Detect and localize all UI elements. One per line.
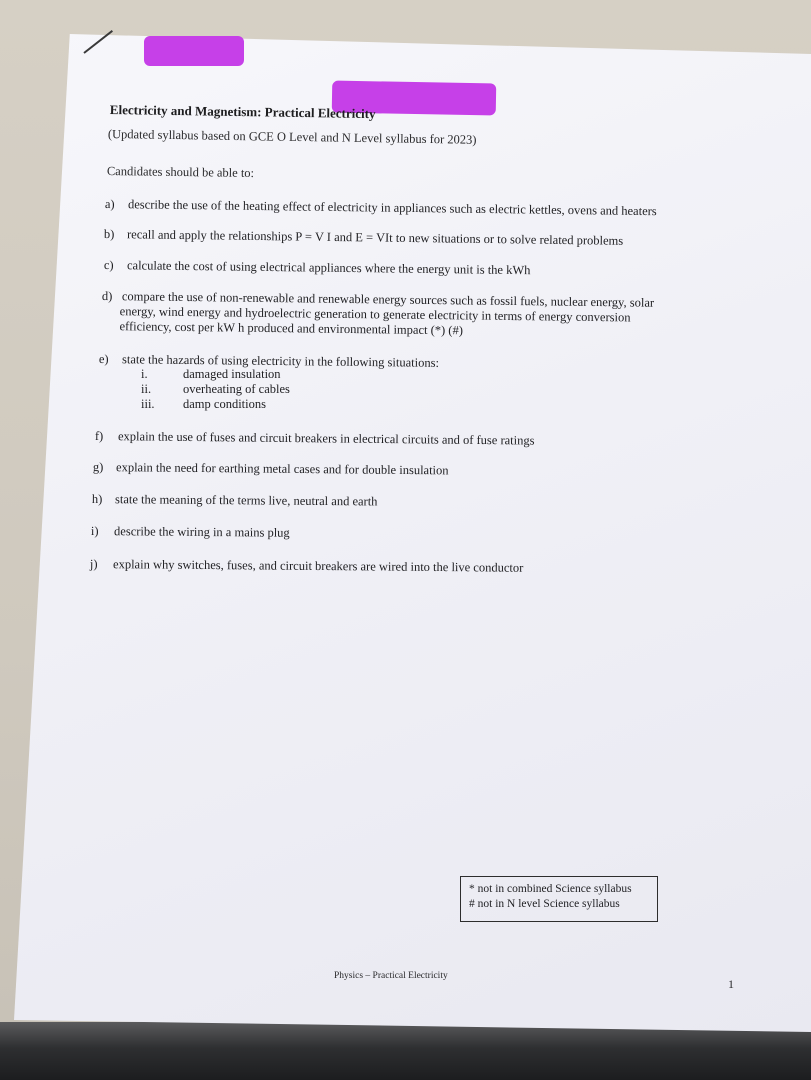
item-label: j) xyxy=(89,557,98,572)
item-label: e) xyxy=(98,352,109,367)
item-text: compare the use of non-renewable and renewable energy sources such as fossil fuels, nuclear energy, solar xyxy=(121,289,655,310)
list-item xyxy=(90,557,524,576)
item-text: state the meaning of the terms live, neutral and earth xyxy=(115,492,378,509)
sub-item-number: i. xyxy=(141,367,148,381)
list-item xyxy=(105,197,657,219)
sub-item xyxy=(141,382,290,397)
item-text: explain the use of fuses and circuit breakers in electrical circuits and of fuse ratings xyxy=(117,429,535,448)
sub-item-text: damp conditions xyxy=(183,397,266,411)
item-text-continued: energy, wind energy and hydroelectric generation to generate electricity in terms of energy conversion xyxy=(119,304,631,325)
item-label: a) xyxy=(104,197,115,212)
item-text: calculate the cost of using electrical appliances where the energy unit is the kWh xyxy=(126,258,531,278)
list-item xyxy=(92,492,378,509)
sub-item-number: iii. xyxy=(141,397,155,411)
sub-item-number: ii. xyxy=(141,382,152,396)
footnote-line: # not in N level Science syllabus xyxy=(469,898,620,910)
item-label: h) xyxy=(91,492,103,507)
item-label: c) xyxy=(103,258,114,273)
list-item xyxy=(93,460,449,478)
list-item xyxy=(101,289,702,341)
list-item xyxy=(104,258,531,278)
list-item xyxy=(91,524,290,541)
item-label: g) xyxy=(92,460,104,475)
page-footer: Physics – Practical Electricity xyxy=(334,971,448,981)
footnote-box xyxy=(460,876,658,922)
item-text: state the hazards of using electricity in the following situations: xyxy=(121,352,440,370)
list-item xyxy=(104,227,623,249)
sub-item-text: overheating of cables xyxy=(183,382,290,396)
footnote-line: * not in combined Science syllabus xyxy=(469,883,632,895)
item-text: explain why switches, fuses, and circuit breakers are wired into the live conductor xyxy=(113,557,524,575)
item-text-continued: efficiency, cost per kW h produced and environmental impact (*) (#) xyxy=(119,319,463,338)
item-label: b) xyxy=(103,227,115,242)
sub-item xyxy=(141,367,281,382)
item-text: recall and apply the relationships P = V I and E = VIt to new situations or to solve related problems xyxy=(126,227,624,248)
item-text: explain the need for earthing metal cases and for double insulation xyxy=(115,460,449,478)
sub-item xyxy=(141,397,266,412)
item-text: describe the wiring in a mains plug xyxy=(114,524,290,540)
item-label: f) xyxy=(94,429,104,444)
sub-item-text: damaged insulation xyxy=(183,367,281,381)
item-text: describe the use of the heating effect of electricity in appliances such as electric kettles, ovens and heaters xyxy=(127,197,657,219)
item-label: d) xyxy=(101,289,113,304)
redaction-mark xyxy=(144,36,244,66)
document-title: Electricity and Magnetism: Practical Electricity xyxy=(109,102,376,122)
intro-text: Candidates should be able to: xyxy=(106,164,255,181)
document-subtitle: (Updated syllabus based on GCE O Level and N Level syllabus for 2023) xyxy=(107,127,477,147)
list-item xyxy=(95,429,535,449)
item-label: i) xyxy=(90,524,99,539)
pen-mark xyxy=(83,30,113,54)
page-number: 1 xyxy=(728,977,734,991)
